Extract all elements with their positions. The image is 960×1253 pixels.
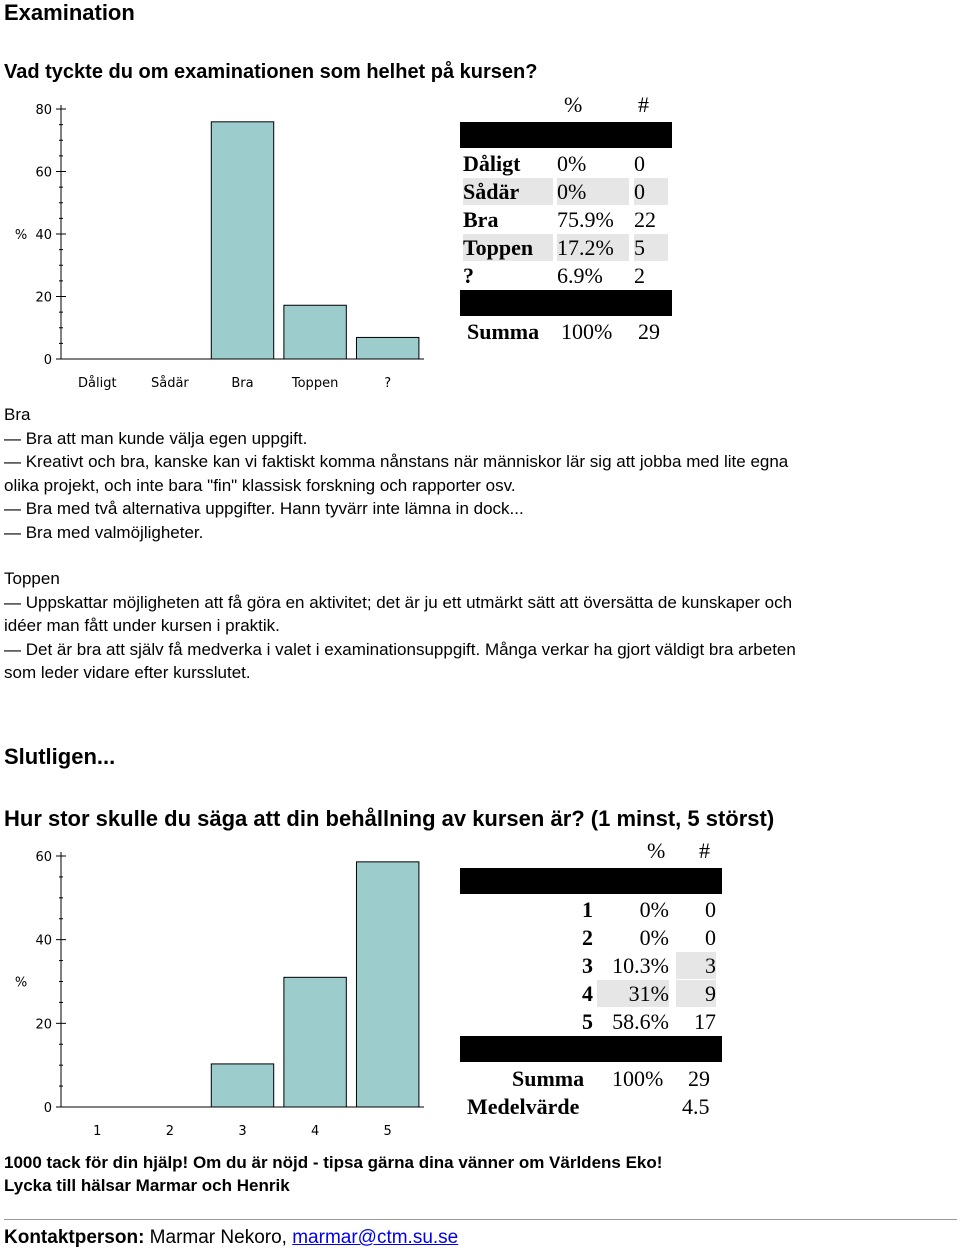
table-header-bar (460, 868, 722, 894)
footer-divider (4, 1219, 957, 1220)
row-pct: 58.6% (612, 1009, 669, 1034)
comment-heading-toppen: Toppen (4, 569, 60, 588)
contact-line (4, 1227, 458, 1249)
row-pct: 6.9% (557, 263, 603, 288)
row-count: 22 (634, 207, 656, 232)
row-label: Sådär (463, 178, 553, 205)
y-tick-label: 80 (35, 103, 52, 118)
table-row (460, 206, 672, 233)
row-label: Dåligt (463, 151, 521, 176)
summa-row (460, 318, 672, 345)
y-tick-label: 20 (35, 1017, 52, 1033)
comment-line: — Bra att man kunde välja egen uppgift. (4, 428, 308, 448)
row-label: Toppen (463, 234, 553, 261)
row-count: 17 (694, 1009, 716, 1034)
row-pct: 0% (557, 151, 587, 176)
row-count: 0 (634, 151, 645, 176)
summa-pct: 100% (561, 319, 613, 344)
table-row (460, 1008, 722, 1035)
contact-name: Marmar Nekoro, (144, 1227, 293, 1248)
y-tick-label: 40 (35, 933, 52, 949)
row-count: 2 (634, 263, 645, 288)
pct-header: % (647, 838, 666, 863)
row-pct: 17.2% (557, 234, 629, 261)
table-row (460, 980, 722, 1007)
medelvarde-row (460, 1093, 722, 1120)
table-row (460, 262, 672, 289)
behallning-table (460, 838, 722, 1128)
medelvarde-value: 4.5 (682, 1094, 710, 1119)
row-count: 0 (634, 178, 668, 205)
summa-pct: 100% (612, 1066, 664, 1091)
contact-label: Kontaktperson: (4, 1227, 145, 1248)
comments-block (4, 403, 959, 685)
y-tick-label: 60 (35, 165, 52, 181)
examination-bar-chart (0, 92, 440, 397)
x-tick-label: 4 (310, 1124, 320, 1139)
comment-line: olika projekt, och inte bara "fin" klassisk forskning och rapporter osv. (4, 475, 516, 495)
comment-line: — Bra med två alternativa uppgifter. Hann tyvärr inte lämna in dock... (4, 499, 524, 518)
greeting-line: Lycka till hälsar Marmar och Henrik (4, 1176, 290, 1195)
row-label: ? (463, 263, 474, 288)
x-tick-label: 3 (238, 1124, 247, 1139)
summa-count: 29 (688, 1066, 710, 1091)
summa-row (460, 1065, 722, 1092)
comment-line: — Bra med valmöjligheter. (4, 522, 204, 542)
x-tick-label: Sådär (151, 376, 189, 391)
row-pct: 0% (639, 925, 669, 950)
table-footer-bar (460, 1036, 722, 1062)
x-tick-label: Dåligt (78, 376, 117, 391)
table-footer-bar (460, 290, 672, 316)
y-tick-label: 0 (43, 1101, 52, 1116)
row-label: 1 (582, 897, 593, 922)
comment-line: — Det är bra att själv få medverka i valet i examinationsuppgift. Många verkar ha gjort väldigt bra arbeten (4, 639, 796, 659)
row-label: 2 (582, 925, 593, 950)
count-header: # (699, 838, 710, 863)
row-count: 9 (676, 980, 716, 1007)
row-count: 0 (705, 925, 716, 950)
bar (211, 1064, 273, 1107)
row-pct: 10.3% (612, 953, 669, 978)
bar (284, 305, 346, 359)
row-count: 5 (634, 234, 668, 261)
bar (284, 977, 346, 1107)
x-tick-label: Toppen (291, 376, 339, 391)
row-label: 3 (582, 953, 593, 978)
row-count: 0 (705, 897, 716, 922)
x-tick-label: 5 (383, 1124, 392, 1139)
table-row (460, 924, 722, 951)
section-title-2: Slutligen... (4, 744, 116, 769)
row-count: 3 (676, 952, 716, 979)
comment-heading-bra: Bra (4, 405, 31, 424)
bar (356, 862, 418, 1107)
comment-line: som leder vidare efter kursslutet. (4, 663, 251, 682)
row-pct: 0% (639, 897, 669, 922)
table-row (460, 178, 672, 205)
x-tick-label: 2 (165, 1124, 175, 1139)
examination-chart (0, 92, 440, 397)
table-row (460, 150, 672, 177)
y-tick-label: 60 (35, 850, 52, 865)
examination-table (460, 92, 672, 352)
y-tick-label: 40 (35, 228, 52, 243)
section-title: Examination (4, 0, 135, 25)
comment-line: idéer man fått under kursen i praktik. (4, 616, 280, 635)
table-header-bar (460, 122, 672, 148)
question-heading: Vad tyckte du om examinationen som helhet på kursen? (4, 61, 538, 83)
row-pct: 0% (557, 178, 629, 205)
x-tick-label: ? (384, 376, 392, 391)
table-row (460, 896, 722, 923)
y-axis-label: % (14, 228, 28, 243)
summa-label: Summa (467, 319, 540, 344)
comment-line: — Uppskattar möjligheten att få göra en aktivitet; det är ju ett utmärkt sätt att översätta de kunskaper och (4, 592, 793, 612)
question-heading-2: Hur stor skulle du säga att din behållning av kursen är? (1 minst, 5 störst) (4, 806, 775, 831)
row-label: 5 (582, 1009, 593, 1034)
count-header: # (638, 92, 649, 117)
y-axis-label: % (14, 975, 28, 991)
row-label: 4 (582, 981, 593, 1006)
medelvarde-label: Medelvärde (467, 1094, 580, 1119)
x-tick-label: 1 (93, 1124, 102, 1139)
summa-count: 29 (638, 319, 660, 344)
pct-header: % (564, 92, 583, 117)
row-pct: 31% (597, 980, 669, 1007)
row-pct: 75.9% (557, 207, 614, 232)
contact-email-link[interactable]: marmar@ctm.su.se (292, 1227, 459, 1248)
row-label: Bra (463, 207, 499, 232)
x-tick-label: Bra (231, 376, 254, 391)
thanks-line: 1000 tack för din hjälp! Om du är nöjd - tipsa gärna dina vänner om Världens Eko! (4, 1153, 663, 1172)
behallning-bar-chart (0, 840, 440, 1145)
table-row (460, 952, 722, 979)
bar (356, 337, 418, 359)
y-tick-label: 0 (43, 353, 52, 368)
bar (211, 122, 273, 359)
summa-label: Summa (512, 1066, 585, 1091)
comment-line: — Kreativt och bra, kanske kan vi faktiskt komma nånstans när människor lär sig att jobba med lite egna (4, 452, 789, 471)
table-row (460, 234, 672, 261)
y-tick-label: 20 (35, 290, 52, 306)
behallning-chart (0, 840, 440, 1145)
